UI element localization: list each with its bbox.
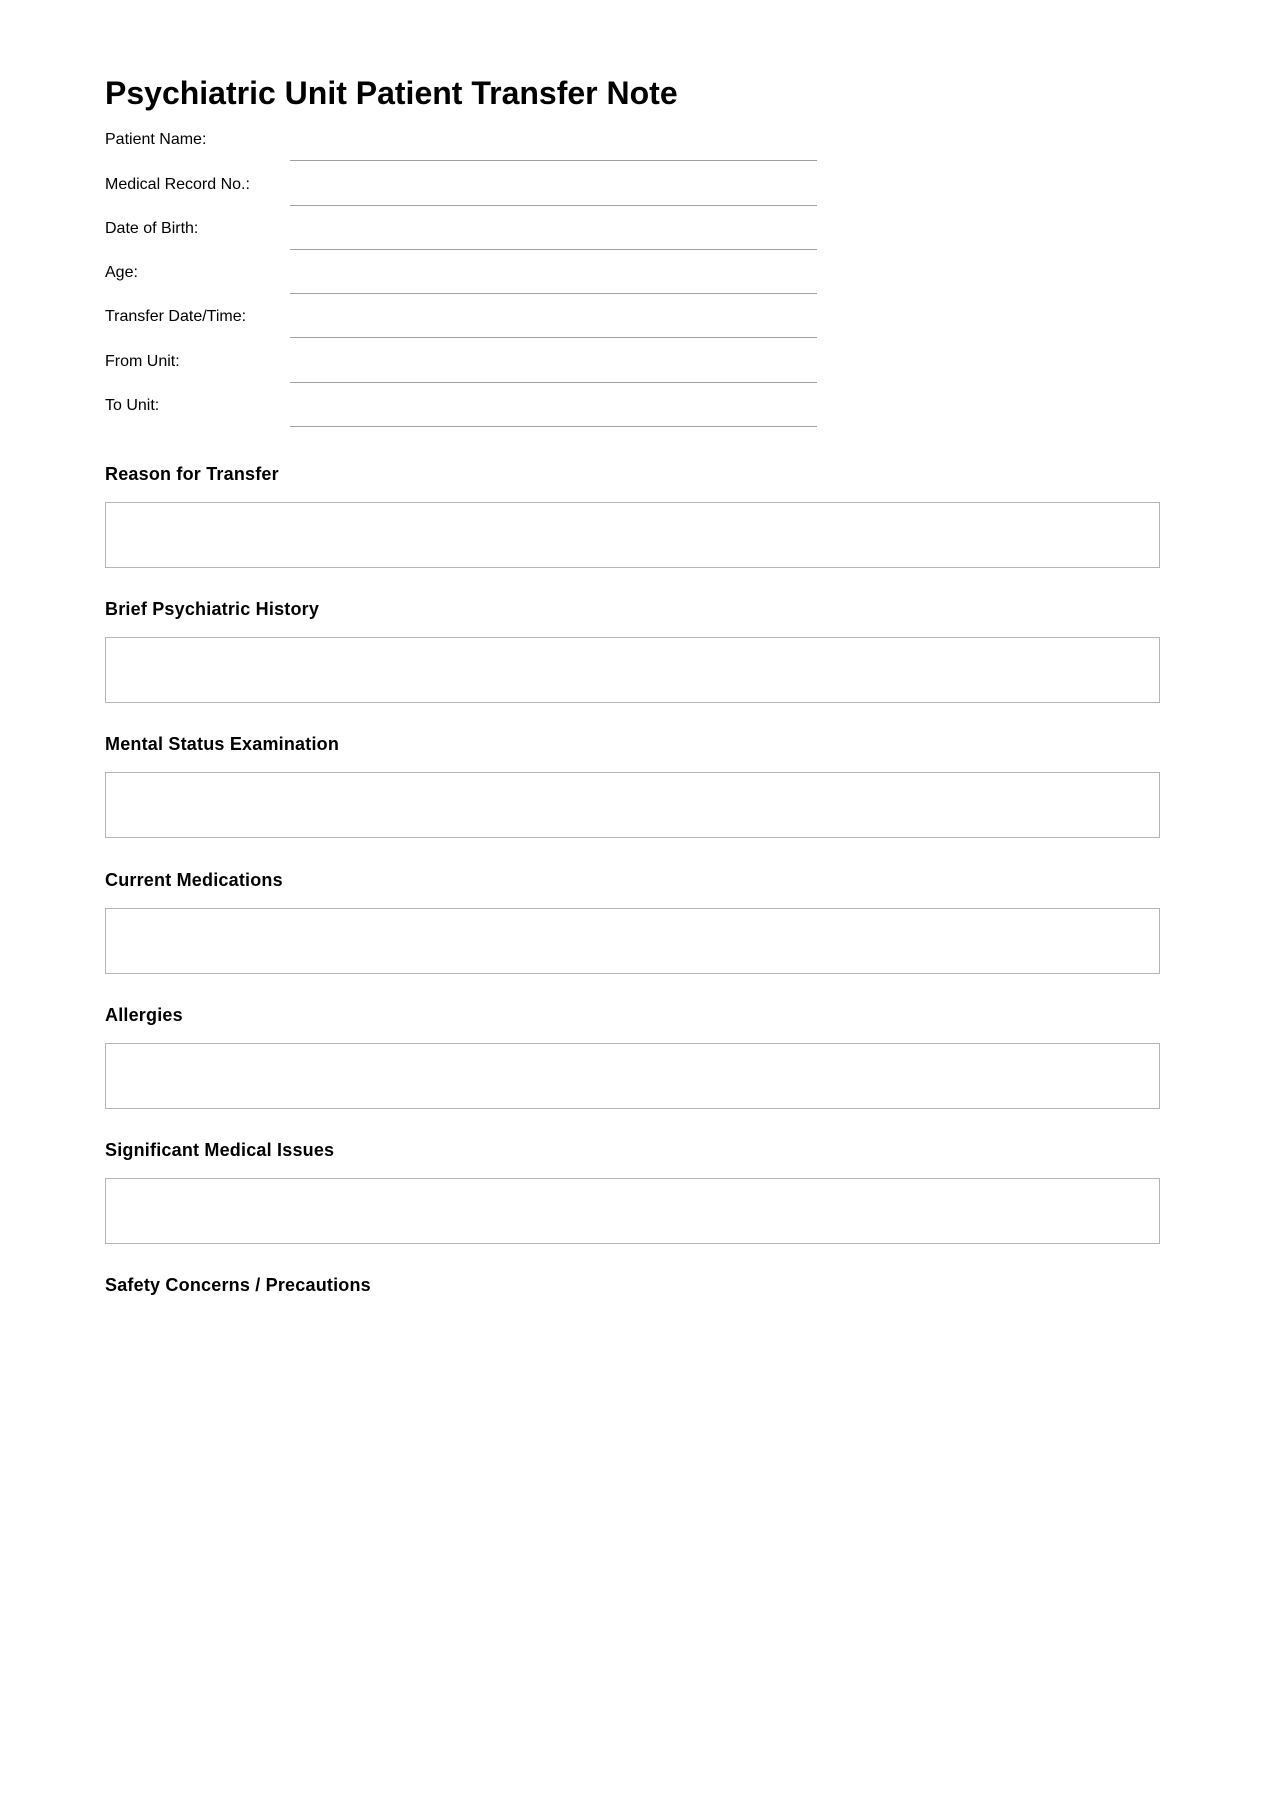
- section-heading: Mental Status Examination: [105, 734, 340, 755]
- section-heading: Significant Medical Issues: [105, 1140, 335, 1161]
- field-label: Date of Birth:: [105, 219, 199, 237]
- field-input-line[interactable]: [290, 160, 817, 161]
- field-row: [105, 209, 1161, 253]
- section: [105, 1003, 1161, 1138]
- section: [105, 1273, 1161, 1408]
- section-text-box[interactable]: [105, 772, 1160, 838]
- field-label: From Unit:: [105, 352, 180, 370]
- section: [105, 597, 1161, 732]
- field-input-line[interactable]: [290, 249, 817, 250]
- section-text-box[interactable]: [105, 502, 1160, 568]
- field-row: [105, 253, 1161, 297]
- section-heading: Allergies: [105, 1004, 183, 1025]
- note-sections: [105, 462, 1161, 1408]
- section-text-box[interactable]: [105, 1178, 1160, 1244]
- section-heading: Reason for Transfer: [105, 464, 279, 485]
- field-input-line[interactable]: [290, 382, 817, 383]
- patient-info-fields: [105, 120, 1161, 430]
- section: [105, 1138, 1161, 1273]
- field-label: Patient Name:: [105, 131, 207, 149]
- field-row: [105, 297, 1161, 341]
- section-text-box[interactable]: [105, 637, 1160, 703]
- section: [105, 732, 1161, 867]
- field-input-line[interactable]: [290, 337, 817, 338]
- section: [105, 868, 1161, 1003]
- field-label: Medical Record No.:: [105, 175, 250, 193]
- field-row: [105, 164, 1161, 208]
- field-input-line[interactable]: [290, 205, 817, 206]
- section-text-box[interactable]: [105, 908, 1160, 974]
- page-title: Psychiatric Unit Patient Transfer Note: [105, 75, 678, 111]
- field-input-line[interactable]: [290, 293, 817, 294]
- field-label: To Unit:: [105, 397, 160, 415]
- field-input-line[interactable]: [290, 426, 817, 427]
- transfer-note-form: [105, 72, 1161, 1408]
- field-row: [105, 120, 1161, 164]
- section: [105, 462, 1161, 597]
- section-text-box[interactable]: [105, 1043, 1160, 1109]
- field-row: [105, 386, 1161, 430]
- field-label: Transfer Date/Time:: [105, 308, 247, 326]
- section-heading: Current Medications: [105, 869, 283, 890]
- field-label: Age:: [105, 264, 138, 282]
- section-heading: Brief Psychiatric History: [105, 599, 320, 620]
- section-heading: Safety Concerns / Precautions: [105, 1275, 371, 1296]
- field-row: [105, 341, 1161, 385]
